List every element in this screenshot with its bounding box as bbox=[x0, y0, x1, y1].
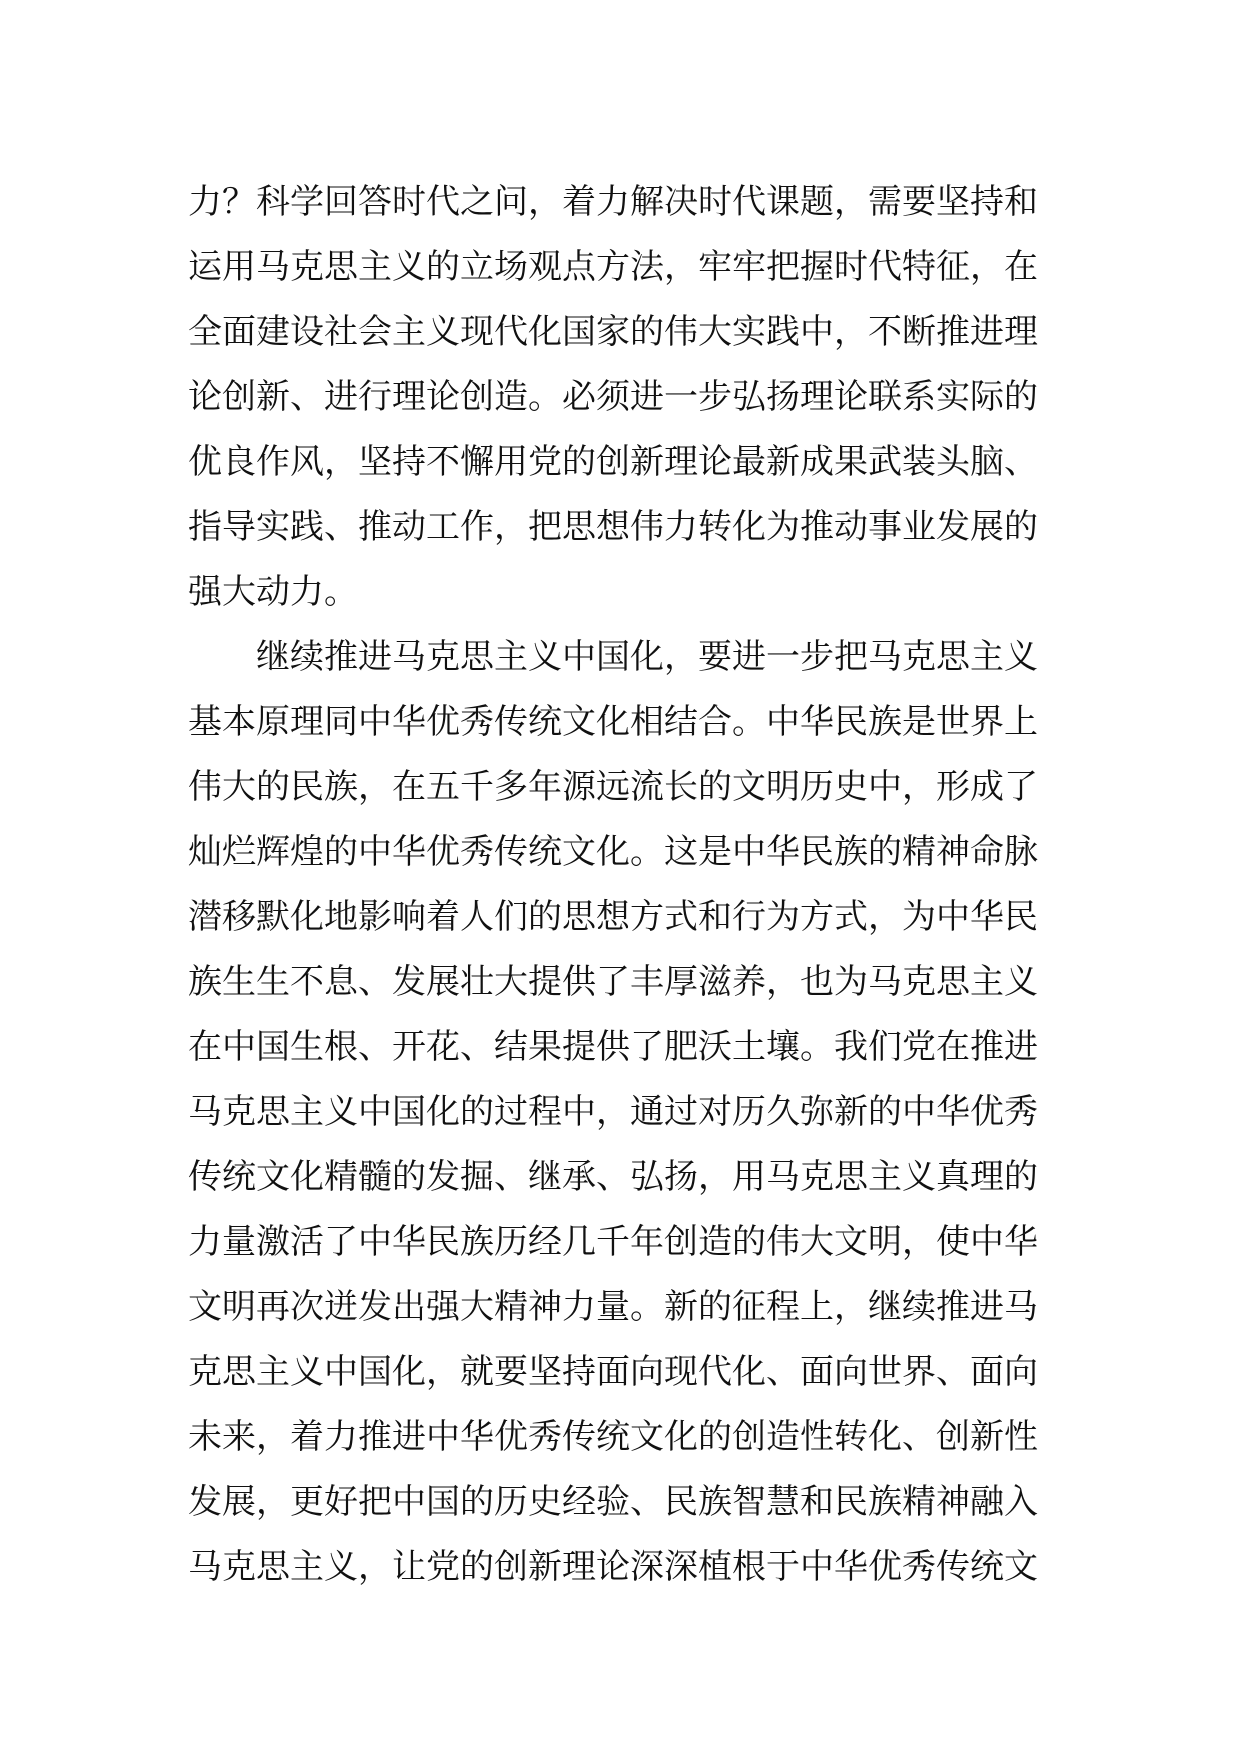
text-line: 马克思主义，让党的创新理论深深植根于中华优秀传统文 bbox=[188, 1547, 1038, 1587]
paragraph-2 bbox=[188, 625, 1058, 1600]
text-line: 在中国生根、开花、结果提供了肥沃土壤。我们党在推进 bbox=[188, 1027, 1038, 1067]
text-line: 伟大的民族，在五千多年源远流长的文明历史中，形成了 bbox=[188, 767, 1038, 807]
text-line: 基本原理同中华优秀传统文化相结合。中华民族是世界上 bbox=[188, 702, 1038, 742]
text-line: 继续推进马克思主义中国化，要进一步把马克思主义 bbox=[256, 637, 1038, 677]
text-line: 未来，着力推进中华优秀传统文化的创造性转化、创新性 bbox=[188, 1417, 1038, 1457]
text-line: 论创新、进行理论创造。必须进一步弘扬理论联系实际的 bbox=[188, 377, 1038, 417]
text-line: 发展，更好把中国的历史经验、民族智慧和民族精神融入 bbox=[188, 1482, 1038, 1522]
text-line: 马克思主义中国化的过程中，通过对历久弥新的中华优秀 bbox=[188, 1092, 1038, 1132]
text-line: 优良作风，坚持不懈用党的创新理论最新成果武装头脑、 bbox=[188, 442, 1038, 482]
paragraph-1 bbox=[188, 170, 1058, 625]
text-line: 全面建设社会主义现代化国家的伟大实践中，不断推进理 bbox=[188, 312, 1038, 352]
text-line: 族生生不息、发展壮大提供了丰厚滋养，也为马克思主义 bbox=[188, 962, 1038, 1002]
body-text bbox=[188, 170, 1058, 1600]
text-line: 指导实践、推动工作，把思想伟力转化为推动事业发展的 bbox=[188, 507, 1038, 547]
text-line: 灿烂辉煌的中华优秀传统文化。这是中华民族的精神命脉 bbox=[188, 832, 1038, 872]
text-line: 潜移默化地影响着人们的思想方式和行为方式，为中华民 bbox=[188, 897, 1038, 937]
text-line: 力？科学回答时代之问，着力解决时代课题，需要坚持和 bbox=[188, 182, 1038, 222]
text-line: 强大动力。 bbox=[188, 572, 358, 612]
text-line: 运用马克思主义的立场观点方法，牢牢把握时代特征，在 bbox=[188, 247, 1038, 287]
text-line: 文明再次迸发出强大精神力量。新的征程上，继续推进马 bbox=[188, 1287, 1038, 1327]
text-line: 力量激活了中华民族历经几千年创造的伟大文明，使中华 bbox=[188, 1222, 1038, 1262]
text-line: 传统文化精髓的发掘、继承、弘扬，用马克思主义真理的 bbox=[188, 1157, 1038, 1197]
text-line: 克思主义中国化，就要坚持面向现代化、面向世界、面向 bbox=[188, 1352, 1038, 1392]
